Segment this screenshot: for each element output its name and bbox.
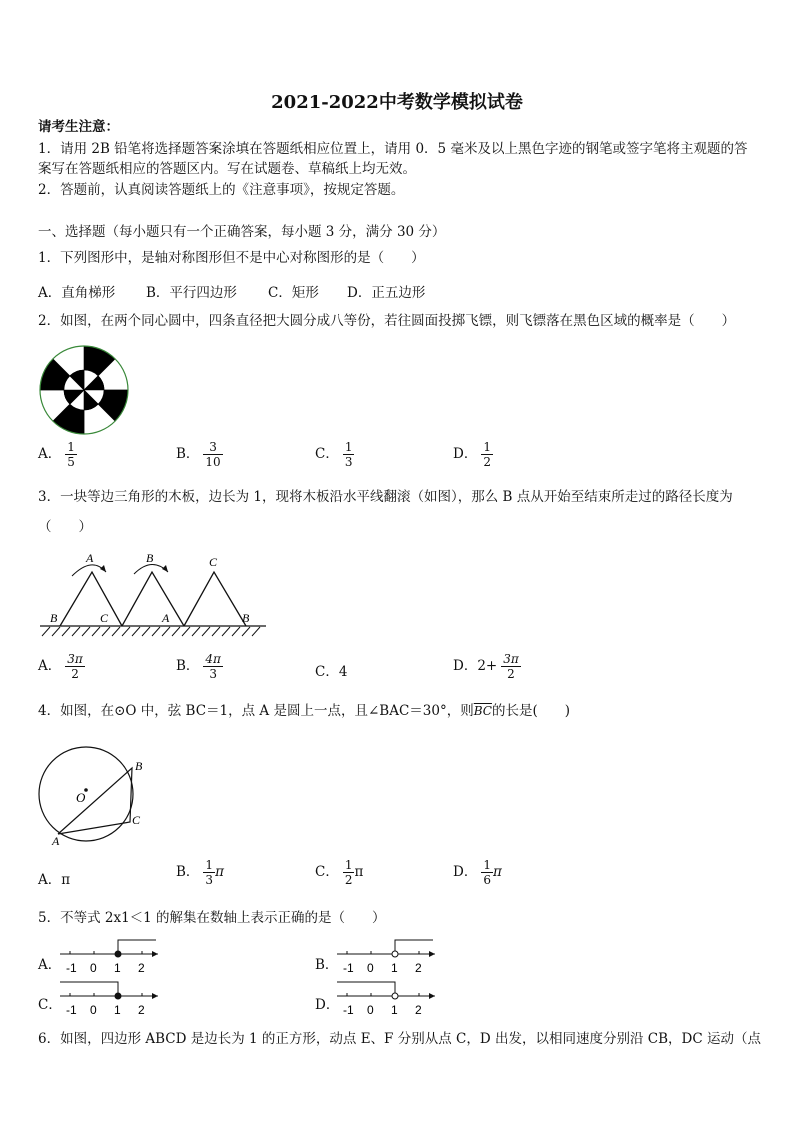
q4-label-o: O xyxy=(76,790,86,805)
q2-dartboard-figure xyxy=(38,344,130,436)
q1-option-a[interactable]: A．直角梯形 xyxy=(38,285,116,301)
q5-option-c-label[interactable]: C． xyxy=(38,997,62,1013)
notice-line1b: 案写在答题纸相应的答题区内。写在试题卷、草稿纸上均无效。 xyxy=(38,161,416,177)
q3-stem-line2: （ ） xyxy=(38,519,92,535)
q2-option-b-label: B． xyxy=(176,446,200,462)
q2-option-d-fraction xyxy=(481,440,493,469)
number-line-tick-label: 0 xyxy=(90,961,97,975)
q5-option-d-number-line[interactable] xyxy=(335,980,439,1018)
fraction-denominator: 2 xyxy=(71,667,79,681)
q1-option-d[interactable]: D．正五边形 xyxy=(347,285,426,301)
q3-label-a-top: A xyxy=(86,551,94,565)
q4-option-a[interactable]: A．π xyxy=(38,872,71,888)
q3-option-a[interactable] xyxy=(38,652,85,681)
number-line-tick-label: 2 xyxy=(138,961,145,975)
q4-stem-text: 4．如图，在⊙O 中，弦 BC＝1，点 A 是圆上一点，且∠BAC＝30°，则 xyxy=(38,703,474,719)
q4-arc-bc: $\overline{BC}$ xyxy=(473,704,492,718)
notice-line2: 2．答题前，认真阅读答题纸上的《注意事项》，按规定答题。 xyxy=(38,182,405,198)
fraction-denominator: 2 xyxy=(483,455,491,469)
q4-option-b-pi: π xyxy=(215,864,224,880)
q5-stem: 5．不等式 2x1＜1 的解集在数轴上表示正确的是（ ） xyxy=(38,910,386,926)
q3-option-a-label: A． xyxy=(38,658,62,674)
q4-option-c-fraction xyxy=(343,858,355,887)
fraction-numerator: 1 xyxy=(483,858,491,872)
number-line-tick-label: -1 xyxy=(66,1003,77,1017)
fraction-denominator: 2 xyxy=(507,667,515,681)
q4-option-b[interactable] xyxy=(176,858,224,887)
fraction-denominator: 3 xyxy=(209,667,217,681)
page-title: 2021-2022中考数学模拟试卷 xyxy=(271,92,523,113)
number-line-tick-label: 1 xyxy=(114,1003,121,1017)
q2-option-c[interactable] xyxy=(315,440,354,469)
q6-stem: 6．如图，四边形 ABCD 是边长为 1 的正方形，动点 E、F 分别从点 C，D 出发，以相同速度分别沿 CB，DC 运动（点 xyxy=(38,1031,761,1047)
fraction-denominator: 3 xyxy=(205,873,214,887)
solid-endpoint xyxy=(115,993,121,999)
q2-option-b-fraction xyxy=(203,440,222,469)
fraction-numerator: 3 xyxy=(203,440,222,455)
number-line-tick-label: 2 xyxy=(415,961,422,975)
q5-option-a-number-line[interactable] xyxy=(58,938,162,976)
fraction-numerator: 1 xyxy=(483,440,491,454)
q2-option-a-label: A． xyxy=(38,446,62,462)
fraction-denominator: 3 xyxy=(344,455,353,469)
q5-option-b-number-line[interactable] xyxy=(335,938,439,976)
number-line-arrow xyxy=(152,993,158,999)
solution-ray xyxy=(395,940,433,954)
q3-stem-line1: 3．一块等边三角形的木板，边长为 1，现将木板沿水平线翻滚（如图），那么 B 点从开始至结束所走过的路径长度为 xyxy=(38,489,733,505)
notice-heading: 请考生注意： xyxy=(38,119,119,135)
q4-option-d[interactable] xyxy=(453,858,502,887)
fraction-numerator: 3π xyxy=(67,652,83,666)
number-line-tick-label: 2 xyxy=(415,1003,422,1017)
number-line-arrow xyxy=(152,951,158,957)
solid-endpoint xyxy=(115,951,121,957)
open-endpoint xyxy=(392,951,398,957)
q3-rolling-triangle-figure xyxy=(36,548,268,638)
section-heading: 一、选择题（每小题只有一个正确答案，每小题 3 分，满分 30 分） xyxy=(38,224,446,240)
q1-stem: 1．下列图形中，是轴对称图形但不是中心对称图形的是（ ） xyxy=(38,250,425,266)
q4-label-a: A xyxy=(52,834,60,848)
q2-option-c-label: C． xyxy=(315,446,339,462)
q1-option-b[interactable]: B．平行四边形 xyxy=(146,285,237,301)
q4-circle-figure xyxy=(36,744,150,848)
q5-option-d-label[interactable]: D． xyxy=(315,997,340,1013)
number-line-tick-label: -1 xyxy=(343,1003,354,1017)
fraction-denominator: 10 xyxy=(205,455,221,469)
q3-label-c-top: C xyxy=(209,555,218,569)
fraction-numerator: 3π xyxy=(503,652,519,666)
number-line-tick-label: 0 xyxy=(367,1003,374,1017)
q3-label-b2: B xyxy=(242,611,250,625)
fraction-numerator: 1 xyxy=(344,858,353,872)
number-line-arrow xyxy=(429,951,435,957)
q3-option-b-fraction xyxy=(203,652,223,681)
q4-label-b: B xyxy=(135,759,143,773)
q4-stem xyxy=(38,702,570,720)
q4-label-c: C xyxy=(132,813,141,827)
number-line-tick-label: 1 xyxy=(114,961,121,975)
fraction-numerator: 1 xyxy=(67,440,75,454)
q4-option-b-fraction xyxy=(203,858,215,887)
number-line-tick-label: 1 xyxy=(391,1003,398,1017)
q2-option-d-label: D． xyxy=(453,446,478,462)
q3-option-d[interactable] xyxy=(453,652,521,681)
q3-option-b-label: B． xyxy=(176,658,200,674)
q4-option-d-pi: π xyxy=(492,864,502,880)
number-line-tick-label: -1 xyxy=(66,961,77,975)
number-line-tick-label: 1 xyxy=(391,961,398,975)
q5-option-a-label[interactable]: A． xyxy=(38,957,62,973)
open-endpoint xyxy=(392,993,398,999)
q4-option-c-label: C． xyxy=(315,864,339,880)
q3-label-b-top: B xyxy=(146,551,154,565)
solution-ray xyxy=(60,982,118,996)
q3-option-d-label: D．2+ xyxy=(453,658,498,674)
q4-option-b-label: B． xyxy=(176,864,200,880)
notice-line1a: 1．请用 2B 铅笔将选择题答案涂填在答题纸相应位置上，请用 0．5 毫米及以上黑色字迹的钢笔或签字笔将主观题的答 xyxy=(38,141,748,157)
fraction-numerator: 4π xyxy=(205,652,221,666)
q2-stem: 2．如图，在两个同心圆中，四条直径把大圆分成八等份，若往圆面投掷飞镖，则飞镖落在黑色区域的概率是（ ） xyxy=(38,313,736,329)
q2-option-a-fraction xyxy=(65,440,77,469)
solution-ray xyxy=(337,982,395,996)
q2-option-a[interactable] xyxy=(38,440,77,469)
q5-option-c-number-line[interactable] xyxy=(58,980,162,1018)
q3-option-a-fraction xyxy=(65,652,85,681)
q3-label-a1: A xyxy=(162,611,170,625)
fraction-denominator: 6 xyxy=(483,873,491,887)
fraction-denominator: 5 xyxy=(67,455,75,469)
number-line-tick-label: 0 xyxy=(367,961,374,975)
q2-option-b[interactable] xyxy=(176,440,223,469)
number-line-tick-label: 2 xyxy=(138,1003,145,1017)
fraction-numerator: 1 xyxy=(205,858,214,872)
q3-option-c[interactable]: C．4 xyxy=(315,664,348,680)
q4-stem-end: 的长是( ) xyxy=(491,703,570,719)
q4-option-d-fraction xyxy=(481,858,493,887)
q3-label-c1: C xyxy=(100,611,109,625)
solution-ray xyxy=(118,940,156,954)
fraction-numerator: 1 xyxy=(344,440,353,454)
q5-option-b-label[interactable]: B． xyxy=(315,957,339,973)
number-line-arrow xyxy=(429,993,435,999)
q2-option-d[interactable] xyxy=(453,440,493,469)
number-line-tick-label: 0 xyxy=(90,1003,97,1017)
fraction-denominator: 2 xyxy=(344,873,353,887)
q3-label-b1: B xyxy=(50,611,58,625)
number-line-tick-label: -1 xyxy=(343,961,354,975)
q4-option-d-label: D． xyxy=(453,864,478,880)
q4-option-c[interactable] xyxy=(315,858,363,887)
q3-option-d-fraction xyxy=(501,652,521,681)
q4-option-c-pi: π xyxy=(354,864,364,880)
q3-option-b[interactable] xyxy=(176,652,223,681)
q2-option-c-fraction xyxy=(343,440,355,469)
q1-option-c[interactable]: C．矩形 xyxy=(268,285,319,301)
